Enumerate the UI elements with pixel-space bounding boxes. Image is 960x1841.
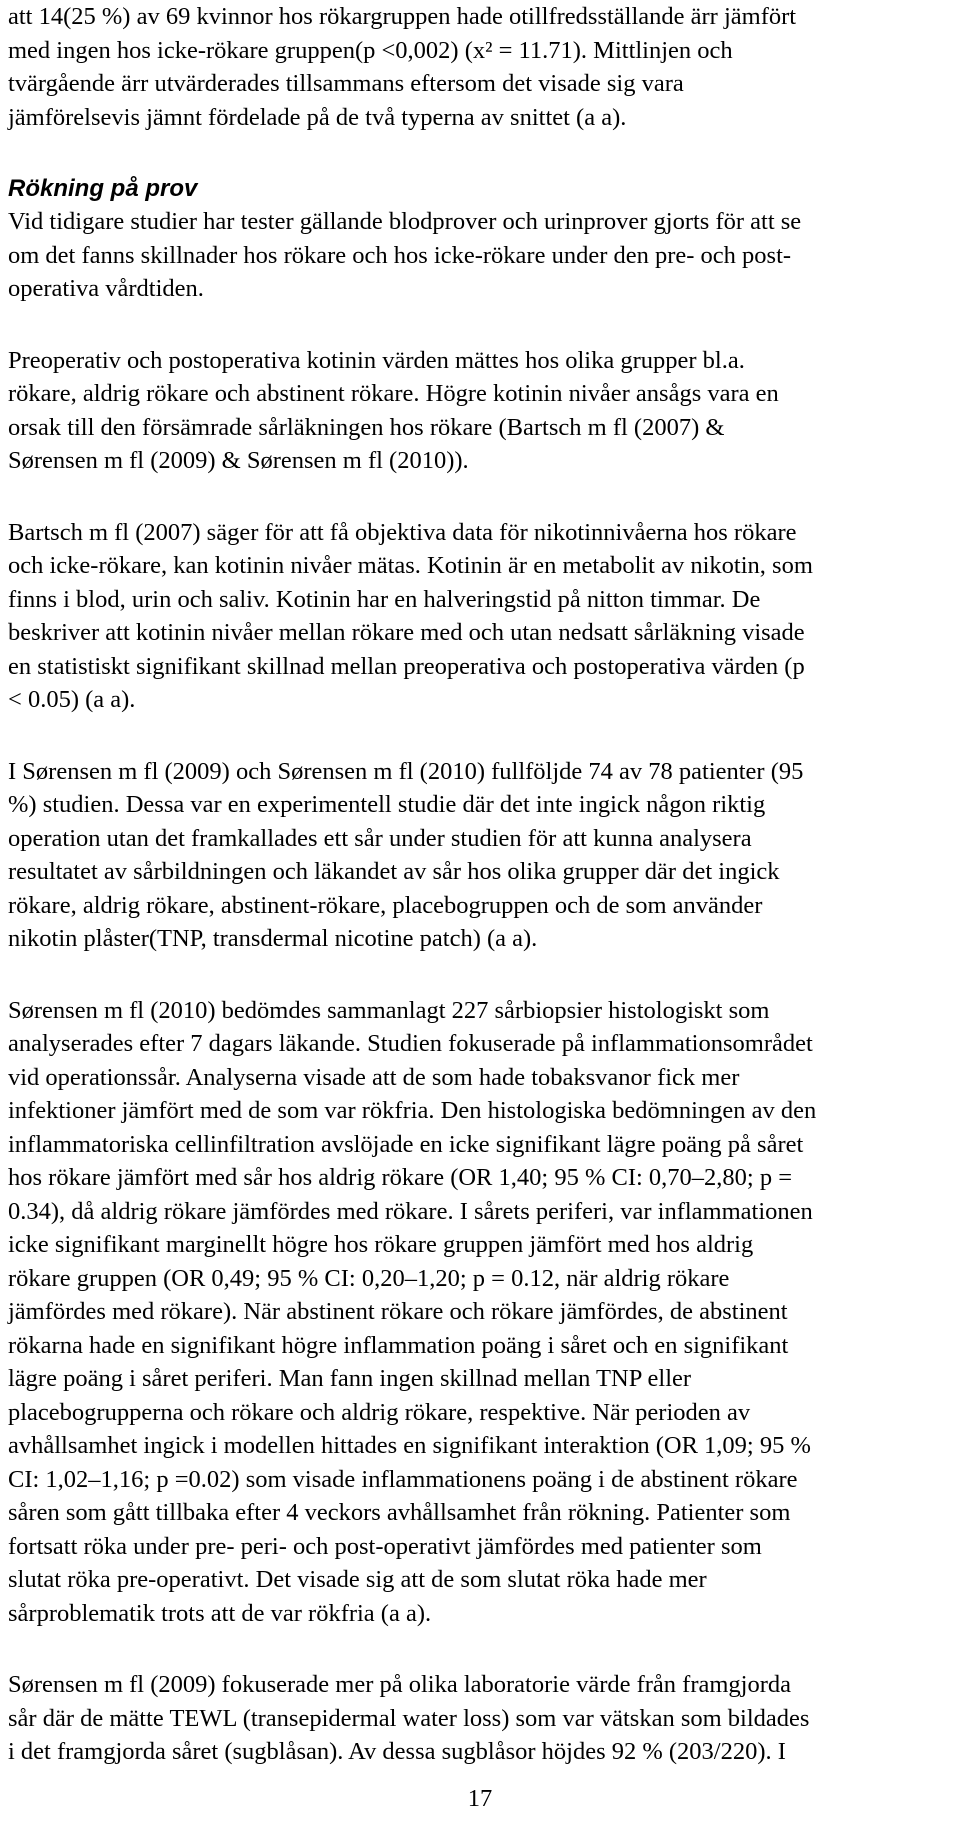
paragraph-kotinin-values bbox=[8, 344, 952, 478]
text-line: 0.34), då aldrig rökare jämfördes med rökare. I sårets periferi, var inflammationen bbox=[8, 1197, 813, 1225]
text-line: rökare, aldrig rökare och abstinent rökare. Högre kotinin nivåer ansågs vara en bbox=[8, 380, 779, 407]
text-line: hos rökare jämfört med sår hos aldrig rökare (OR 1,40; 95 % CI: 0,70–2,80; p = bbox=[8, 1164, 793, 1191]
text-line: resultatet av sårbildningen och läkandet av sår hos olika grupper där det ingick bbox=[8, 858, 780, 885]
text-line: om det fanns skillnader hos rökare och hos icke-rökare under den pre- och post- bbox=[8, 241, 792, 269]
text-line: Sørensen m fl (2009) & Sørensen m fl (2010)). bbox=[8, 447, 469, 474]
text-line: jämförelsevis jämnt fördelade på de två typerna av snittet (a a). bbox=[8, 103, 627, 131]
text-line: Preoperativ och postoperativa kotinin värden mättes hos olika grupper bl.a. bbox=[8, 346, 745, 374]
text-line: avhållsamhet ingick i modellen hittades en signifikant interaktion (OR 1,09; 95 % bbox=[8, 1432, 811, 1459]
paragraph-sorensen-2010 bbox=[8, 994, 952, 1631]
text-line: vid operationssår. Analyserna visade att de som hade tobaksvanor fick mer bbox=[8, 1063, 740, 1091]
text-line: nikotin plåster(TNP, transdermal nicotine patch) (a a). bbox=[8, 925, 538, 952]
text-line: I Sørensen m fl (2009) och Sørensen m fl (2010) fullföljde 74 av 78 patienter (95 bbox=[8, 757, 804, 785]
text-line: att 14(25 %) av 69 kvinnor hos rökargruppen hade otillfredsställande ärr jämfört bbox=[8, 3, 797, 30]
text-line: i det framgjorda såret (sugblåsan). Av dessa sugblåsor höjdes 92 % (203/220). I bbox=[8, 1738, 786, 1765]
text-line: sår där de mätte TEWL (transepidermal water loss) som var vätskan som bildades bbox=[8, 1704, 810, 1732]
text-line: analyserades efter 7 dagars läkande. Studien fokuserade på inflammationsområdet bbox=[8, 1030, 813, 1057]
text-line: lägre poäng i såret periferi. Man fann ingen skillnad mellan TNP eller bbox=[8, 1365, 692, 1392]
text-line: < 0.05) (a a). bbox=[8, 686, 136, 713]
text-line: såren som gått tillbaka efter 4 veckors avhållsamhet från rökning. Patienter som bbox=[8, 1499, 791, 1526]
text-line: inflammatoriska cellinfiltration avslöjade en icke signifikant lägre poäng på såret bbox=[8, 1130, 804, 1158]
text-line: Sørensen m fl (2010) bedömdes sammanlagt 227 sårbiopsier histologiskt som bbox=[8, 996, 770, 1024]
text-line: orsak till den försämrade sårläkningen hos rökare (Bartsch m fl (2007) & bbox=[8, 413, 725, 441]
text-line: beskriver att kotinin nivåer mellan rökare med och utan nedsatt sårläkning visade bbox=[8, 619, 805, 646]
document-page bbox=[8, 0, 952, 1769]
paragraph-bartsch bbox=[8, 516, 952, 717]
text-line: rökare, aldrig rökare, abstinent-rökare, placebogruppen och de som använder bbox=[8, 891, 763, 919]
intro-paragraph bbox=[8, 0, 952, 134]
text-line: Vid tidigare studier har tester gällande blodprover och urinprover gjorts för att se bbox=[8, 208, 802, 235]
text-line: Bartsch m fl (2007) säger för att få objektiva data för nikotinnivåerna hos rökare bbox=[8, 518, 797, 546]
text-line: slutat röka pre-operativt. Det visade sig att de som slutat röka hade mer bbox=[8, 1566, 707, 1593]
text-line: placebogrupperna och rökare och aldrig rökare, respektive. När perioden av bbox=[8, 1398, 751, 1426]
text-line: en statistiskt signifikant skillnad mellan preoperativa och postoperativa värden (p bbox=[8, 652, 805, 680]
text-line: icke signifikant marginellt högre hos rökare gruppen jämfört med hos aldrig bbox=[8, 1231, 754, 1258]
paragraph-sorensen-study bbox=[8, 755, 952, 956]
text-line: och icke-rökare, kan kotinin nivåer mätas. Kotinin är en metabolit av nikotin, som bbox=[8, 552, 813, 579]
text-line: finns i blod, urin och saliv. Kotinin har en halveringstid på nitton timmar. De bbox=[8, 585, 761, 613]
text-line: med ingen hos icke-rökare gruppen(p <0,002) (x² = 11.71). Mittlinjen och bbox=[8, 36, 733, 64]
text-line: sårproblematik trots att de var rökfria (a a). bbox=[8, 1599, 432, 1627]
text-line: fortsatt röka under pre- peri- och post-operativt jämfördes med patienter som bbox=[8, 1532, 762, 1560]
text-line: operation utan det framkallades ett sår under studien för att kunna analysera bbox=[8, 824, 752, 852]
text-line: CI: 1,02–1,16; p =0.02) som visade inflammationens poäng i de abstinent rökare bbox=[8, 1465, 798, 1493]
text-line: infektioner jämfört med de som var rökfria. Den histologiska bedömningen av den bbox=[8, 1097, 817, 1124]
text-line: tvärgående ärr utvärderades tillsammans eftersom det visade sig vara bbox=[8, 70, 684, 97]
text-line: %) studien. Dessa var en experimentell studie där det inte ingick någon riktig bbox=[8, 791, 766, 818]
text-line: operativa vårdtiden. bbox=[8, 275, 204, 302]
text-line: jämfördes med rökare). När abstinent rökare och rökare jämfördes, de abstinent bbox=[8, 1298, 788, 1325]
text-line: rökare gruppen (OR 0,49; 95 % CI: 0,20–1,20; p = 0.12, när aldrig rökare bbox=[8, 1264, 730, 1292]
text-line: rökarna hade en signifikant högre inflammation poäng i såret och en signifikant bbox=[8, 1331, 789, 1359]
section-heading: Rökning på prov bbox=[8, 175, 198, 202]
paragraph-sorensen-2009 bbox=[8, 1668, 952, 1769]
paragraph-blood-urine-tests bbox=[8, 205, 952, 306]
text-line: Sørensen m fl (2009) fokuserade mer på olika laboratorie värde från framgjorda bbox=[8, 1671, 792, 1698]
page-number: 17 bbox=[467, 1785, 493, 1812]
